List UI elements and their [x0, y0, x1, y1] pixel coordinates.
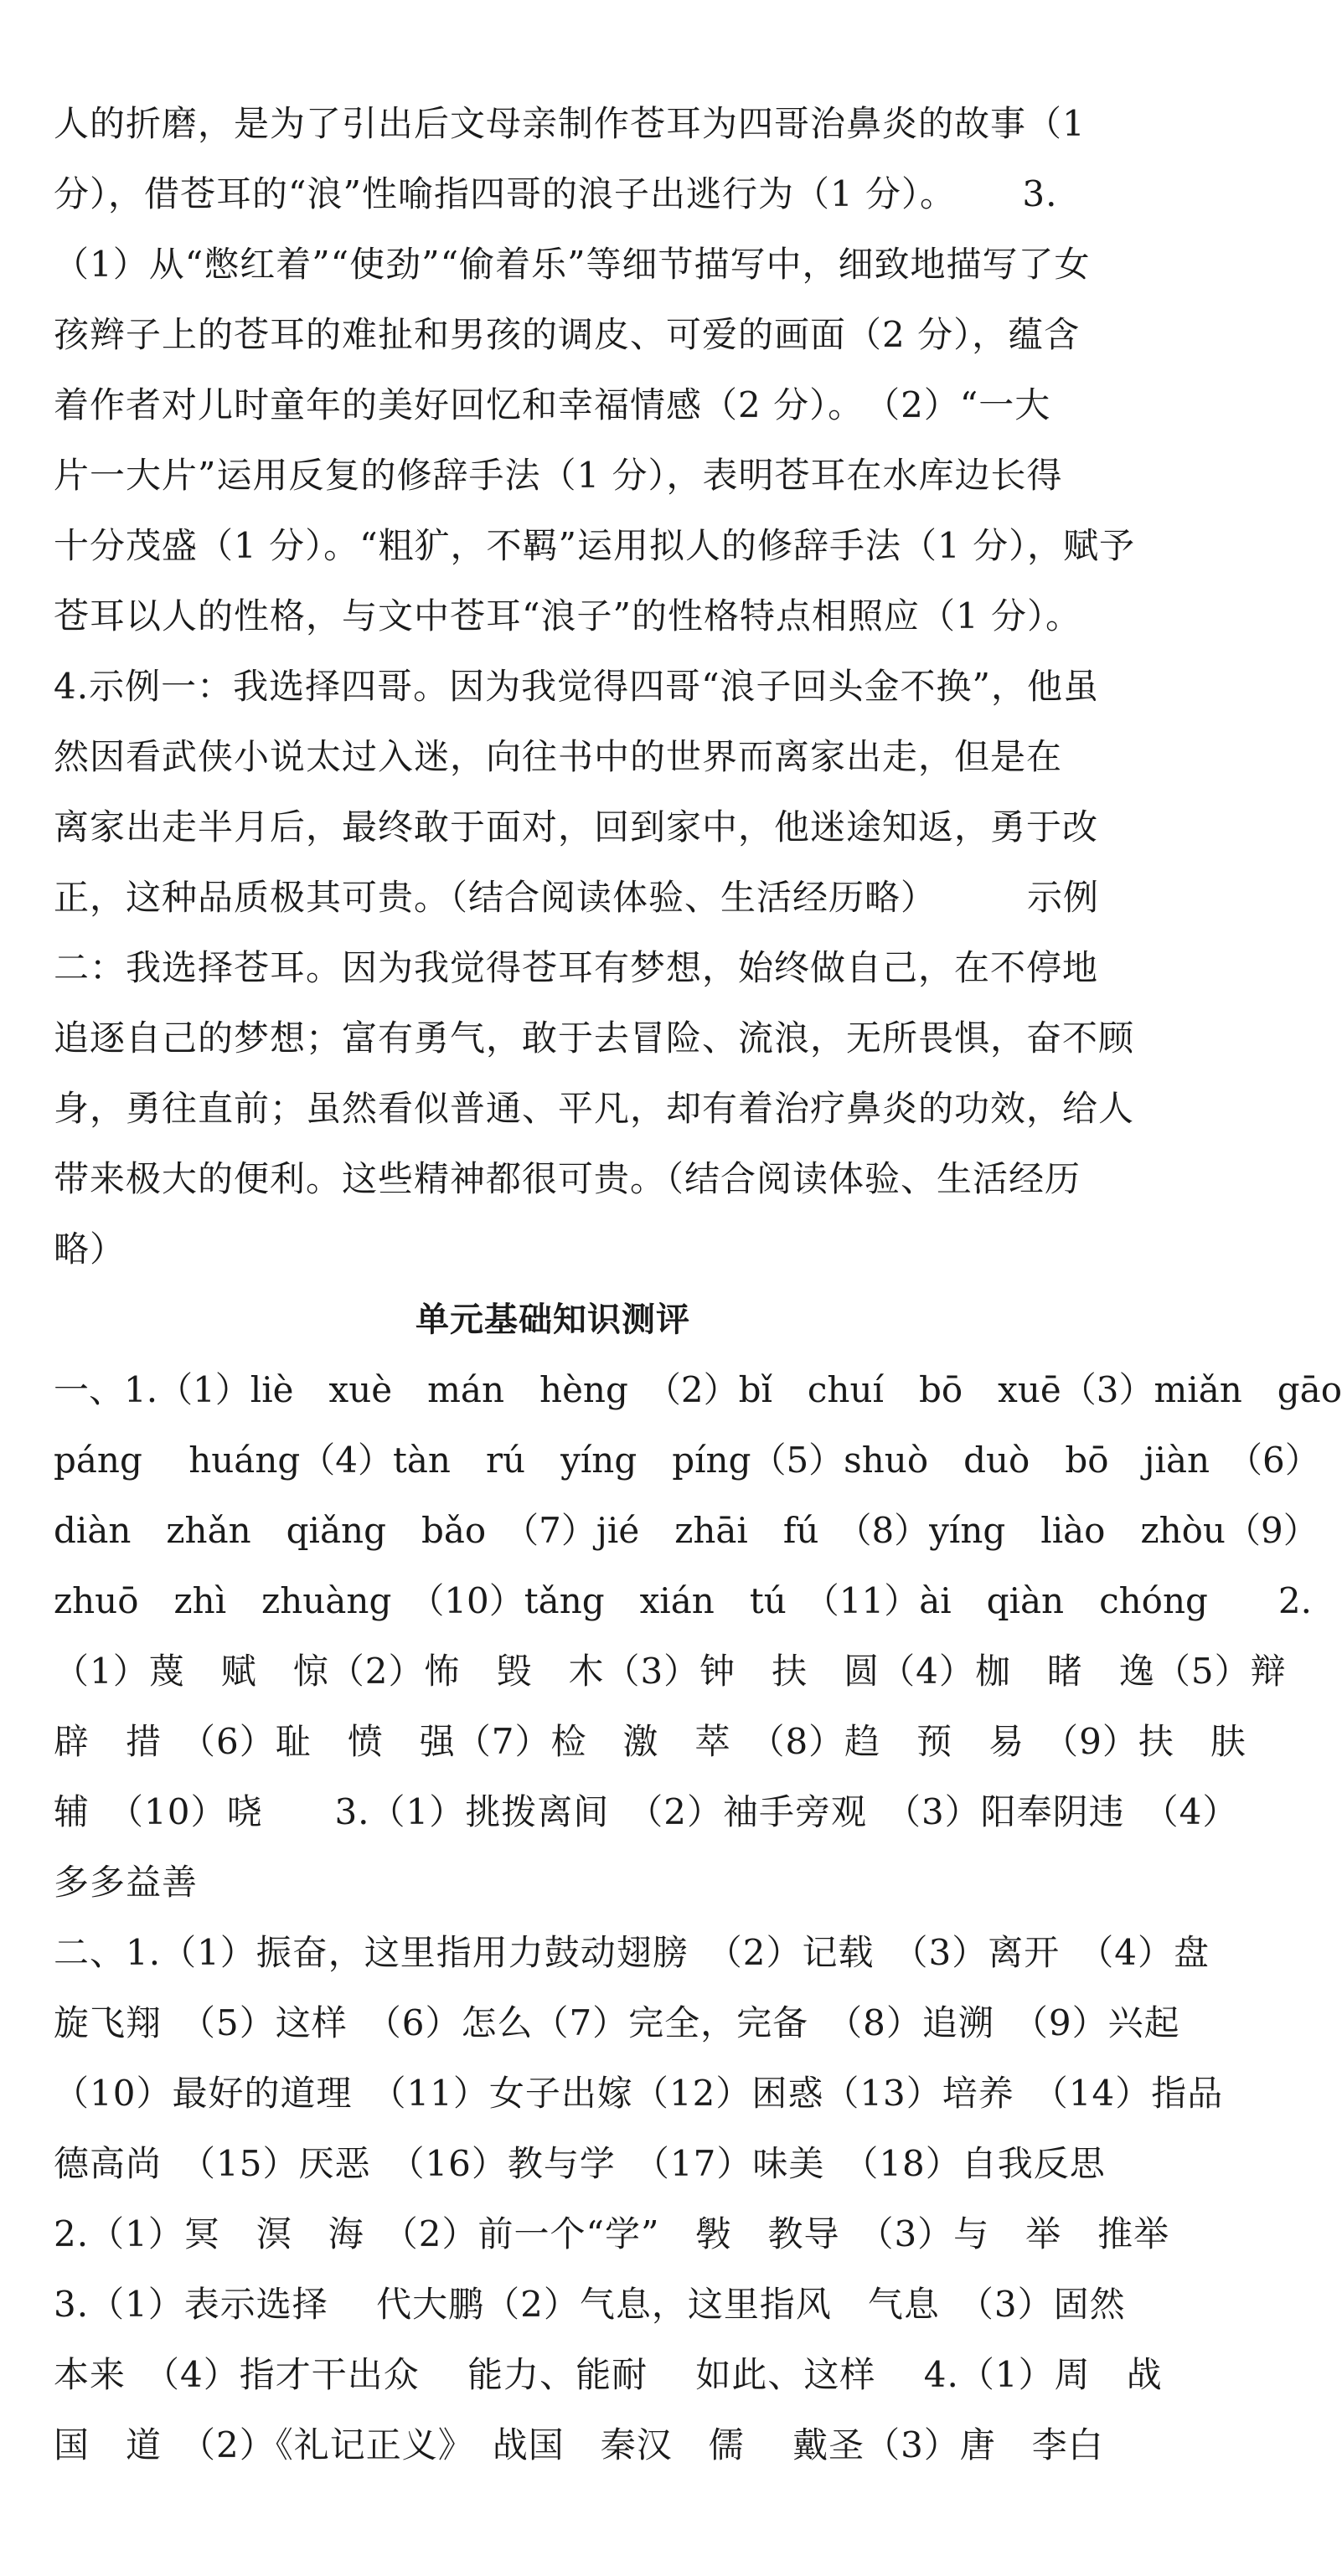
text-line: 2.（1）冥 溟 海 （2）前一个“学” 斅 教导 （3）与 举 推举 — [54, 2213, 1170, 2254]
text-line: 辅 （10）哓 3.（1）挑拨离间 （2）袖手旁观 （3）阳奉阴违 （4） — [54, 1791, 1239, 1832]
text-line: 孩辫子上的苍耳的难扯和男孩的调皮、可爱的画面（2 分），蕴含 — [54, 314, 1081, 355]
text-line: 略） — [54, 1229, 126, 1270]
text-line: 带来极大的便利。这些精神都很可贵。（结合阅读体验、生活经历 — [54, 1158, 1081, 1199]
text-line: 3.（1）表示选择 代大鹏（2）气息，这里指风 气息 （3）固然 — [54, 2284, 1126, 2325]
text-line: 十分茂盛（1 分）。“粗犷，不羁”运用拟人的修辞手法（1 分），赋予 — [54, 525, 1136, 566]
text-line: 身，勇往直前；虽然看似普通、平凡，却有着治疗鼻炎的功效，给人 — [54, 1088, 1135, 1129]
text-line: （10）最好的道理 （11）女子出嫁（12）困惑（13）培养 （14）指品 — [54, 2073, 1224, 2114]
text-line: 多多益善 — [54, 1862, 199, 1903]
text-line: 旋飞翔 （5）这样 （6）怎么（7）完全，完备 （8）追溯 （9）兴起 — [54, 2002, 1180, 2043]
text-line: diàn zhǎn qiǎng bǎo （7）jié zhāi fú （8）yíng liào zhòu（9） — [54, 1510, 1319, 1551]
text-line: 人的折磨，是为了引出后文母亲制作苍耳为四哥治鼻炎的故事（1 — [54, 103, 1086, 144]
text-line: 苍耳以人的性格，与文中苍耳“浪子”的性格特点相照应（1 分）。 — [54, 595, 1082, 636]
text-line: 正，这种品质极其可贵。（结合阅读体验、生活经历略） 示例 — [54, 877, 1100, 918]
text-line: páng huáng（4）tàn rú yíng píng（5）shuò duò bō jiàn （6） — [54, 1440, 1320, 1481]
text-line: （1）蔑 赋 惊（2）怖 毁 木（3）钟 扶 圆（4）枷 睹 逸（5）辩 — [54, 1651, 1287, 1692]
text-line: 然因看武侠小说太过入迷，向往书中的世界而离家出走，但是在 — [54, 736, 1063, 777]
text-line: 二、1.（1）振奋，这里指用力鼓动翅膀 （2）记载 （3）离开 （4）盘 — [54, 1932, 1210, 1973]
reading-answers-section — [54, 89, 1136, 1285]
text-line: 本来 （4）指才干出众 能力、能耐 如此、这样 4.（1）周 战 — [54, 2354, 1163, 2395]
text-line: 二：我选择苍耳。因为我觉得苍耳有梦想，始终做自己，在不停地 — [54, 947, 1099, 988]
basic-knowledge-answers-section — [54, 1355, 1342, 2481]
text-line: 一、1.（1）liè xuè mán hèng （2）bǐ chuí bō xuē（3）miǎn gāo — [54, 1369, 1342, 1410]
text-line: 追逐自己的梦想；富有勇气，敢于去冒险、流浪，无所畏惧，奋不顾 — [54, 1018, 1135, 1059]
text-line: 分），借苍耳的“浪”性喻指四哥的浪子出逃行为（1 分）。 3. — [54, 173, 1058, 214]
text-line: （1）从“憋红着”“使劲”“偷着乐”等细节描写中，细致地描写了女 — [54, 244, 1091, 285]
text-line: 离家出走半月后，最终敢于面对，回到家中，他迷途知返，勇于改 — [54, 806, 1099, 848]
text-line: 国 道 （2）《礼记正义》 战国 秦汉 儒 戴圣（3）唐 李白 — [54, 2424, 1104, 2465]
text-line: zhuō zhì zhuàng （10）tǎng xián tú （11）ài qiàn chóng 2. — [54, 1580, 1312, 1621]
text-line: 德高尚 （15）厌恶 （16）教与学 （17）味美 （18）自我反思 — [54, 2143, 1106, 2184]
text-line: 片一大片”运用反复的修辞手法（1 分），表明苍耳在水库边长得 — [54, 455, 1063, 496]
section-heading: 单元基础知识测评 — [416, 1301, 690, 1339]
text-line: 着作者对儿时童年的美好回忆和幸福情感（2 分）。 （2）“一大 — [54, 384, 1051, 425]
text-line: 辟 措 （6）耻 愤 强（7）检 激 萃 （8）趋 预 易 （9）扶 肤 — [54, 1721, 1247, 1762]
text-line: 4.示例一：我选择四哥。因为我觉得四哥“浪子回头金不换”，他虽 — [54, 666, 1100, 707]
